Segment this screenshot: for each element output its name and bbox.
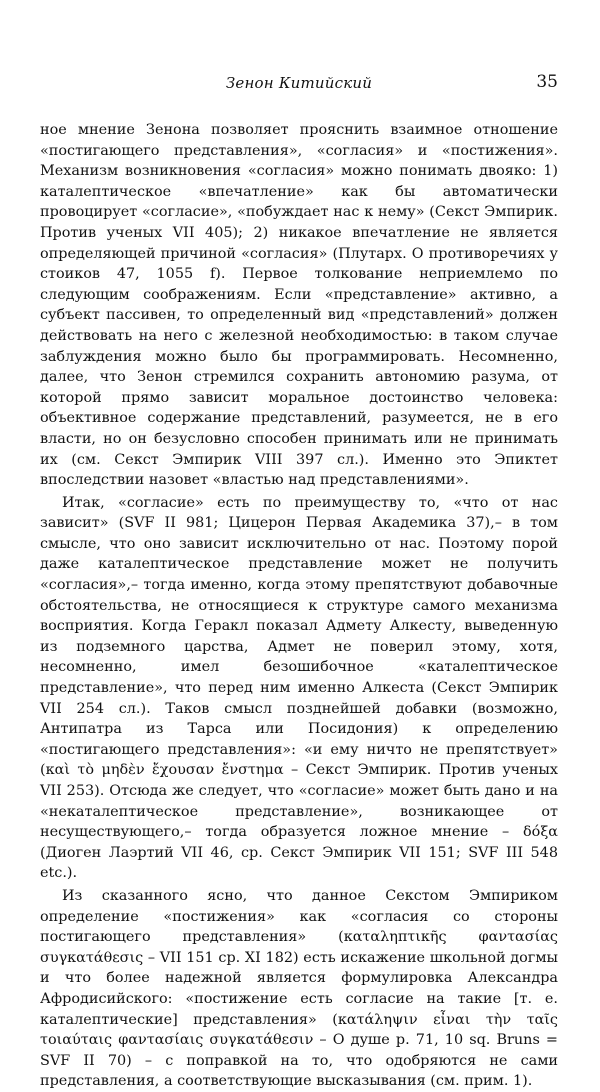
running-title: Зенон Китийский bbox=[225, 74, 373, 92]
paragraph-2: Итак, «согласие» есть по преимуществу то, «что от нас зависит» (SVF II 981; Цицерон Первая Академика 37),– в том смысле, что оно зависит исключительно от нас. Поэтому порой даже каталептическое представление может не получить «согласия»,– тогда именно, когда этому препятствуют добавочные обстоятельства, не относящиеся к структуре самого механизма восприятия. Когда Геракл показал Адмету Алкесту, выведенную из подземного царства, Адмет не поверил этому, хотя, несомненно, имел безошибочное «каталептическое представление», что перед ним именно Алкеста (Секст Эмпирик VII 254 сл.). Таков смысл позднейшей добавки (возможно, Антипатра из Тарса или Посидония) к определению «постигающего представления»: «и ему ничто не препятствует» (καὶ τὸ μηδὲν ἔχουσαν ἔνστημα – Секст Эмпирик. Против ученых VII 253). Отсюда же следует, что «согласие» может быть дано и на «некаталептическое представление», возникающее от несуществующего,– тогда образуется ложное мнение – δόξα (Диоген Лаэртий VII 46, ср. Секст Эмпирик VII 151; SVF III 548 etc.). bbox=[40, 494, 558, 882]
paragraph-3: Из сказанного ясно, что данное Секстом Эмпириком определение «постижения» как «согласия со стороны постигающего представления» (καταληπτικῆς φαντασίας συγκατάθεσις – VII 151 ср. XI 182) есть искажение школьной догмы и что более надежной является формулировка Александра Афродисийского: «постижение есть согласие на такие [т. е. каталептические] представления» (κατάληψιν εἶναι τὴν ταῖς τοιαύταις φαντασίαις συγκατάθεσιν – О душе р. 71, 10 sq. Bruns = SVF II 70) – с поправкой на то, что одобряются не сами представления, а соответствующие высказывания (см. прим. 1). bbox=[40, 887, 558, 1090]
page-header bbox=[40, 40, 558, 92]
body-text bbox=[40, 120, 558, 1092]
page-number: 35 bbox=[536, 72, 558, 92]
paragraph-1: ное мнение Зенона позволяет прояснить взаимное отношение «постигающего представления», «согласия» и «постижения». Механизм возникновения «согласия» можно понимать двояко: 1) каталептическое «впечатление» как бы автоматически провоцирует «согласие», «побуждает нас к нему» (Секст Эмпирик. Против ученых VII 405); 2) никакое впечатление не является определяющей причиной «согласия» (Плутарх. О противоречиях у стоиков 47, 1055 f). Первое толкование неприемлемо по следующим соображениям. Если «представление» активно, а субъект пассивен, то определенный вид «представлений» должен действовать на него с железной необходимостью: в таком случае заблуждения можно было бы программировать. Несомненно, далее, что Зенон стремился сохранить автономию разума, от которой прямо зависит моральное достоинство человека: объективное содержание представлений, разумеется, не в его власти, но он безусловно способен принимать или не принимать их (см. Секст Эмпирик VIII 397 сл.). Именно это Эпиктет впоследствии назовет «властью над представлениями». bbox=[40, 122, 558, 489]
